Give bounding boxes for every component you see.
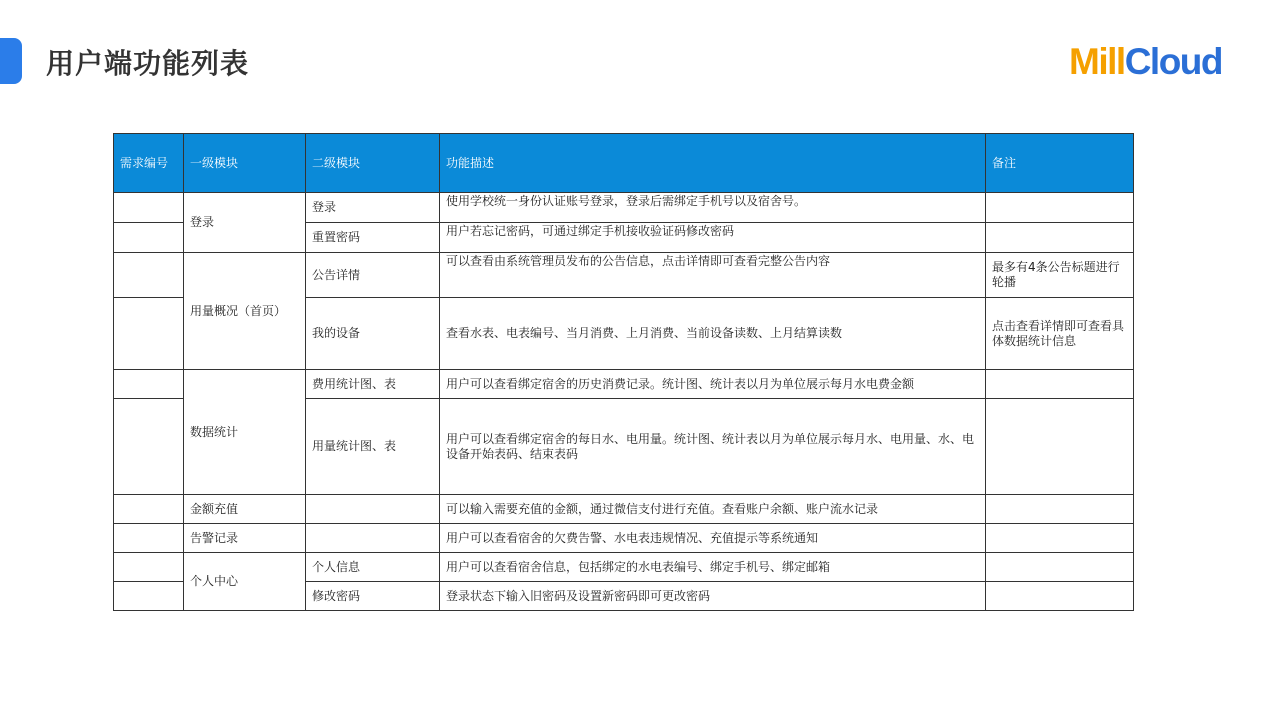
table-row	[114, 524, 1134, 553]
table-row	[114, 553, 1134, 582]
req-id-cell	[114, 524, 184, 553]
req-id-cell	[114, 582, 184, 611]
module1-cell: 登录	[184, 193, 306, 253]
table-row	[114, 253, 1134, 298]
description-cell: 用户可以查看绑定宿舍的每日水、电用量。统计图、统计表以月为单位展示每月水、电用量、水、电设备开始表码、结束表码	[440, 399, 986, 495]
module1-cell: 用量概况（首页）	[184, 253, 306, 370]
module2-cell: 我的设备	[306, 298, 440, 370]
note-cell	[986, 582, 1134, 611]
description-cell: 使用学校统一身份认证账号登录，登录后需绑定手机号以及宿舍号。	[440, 193, 986, 223]
req-id-cell	[114, 399, 184, 495]
description-cell: 用户可以查看宿舍的欠费告警、水电表违规情况、充值提示等系统通知	[440, 524, 986, 553]
req-id-cell	[114, 193, 184, 223]
module2-cell	[306, 495, 440, 524]
module2-cell: 用量统计图、表	[306, 399, 440, 495]
note-cell	[986, 370, 1134, 399]
description-cell: 用户可以查看宿舍信息，包括绑定的水电表编号、绑定手机号、绑定邮箱	[440, 553, 986, 582]
logo-cloud-text: Cloud	[1124, 41, 1222, 82]
requirements-table	[113, 133, 1134, 611]
header-description: 功能描述	[440, 134, 986, 193]
page-title: 用户端功能列表	[46, 47, 250, 80]
header-req-id: 需求编号	[114, 134, 184, 193]
module1-cell: 个人中心	[184, 553, 306, 611]
note-cell	[986, 193, 1134, 223]
module1-cell: 数据统计	[184, 370, 306, 495]
module2-cell: 公告详情	[306, 253, 440, 298]
description-cell: 用户若忘记密码，可通过绑定手机接收验证码修改密码	[440, 223, 986, 253]
description-cell: 可以查看由系统管理员发布的公告信息，点击详情即可查看完整公告内容	[440, 253, 986, 298]
module2-cell: 费用统计图、表	[306, 370, 440, 399]
millcloud-logo	[1069, 40, 1222, 84]
note-cell	[986, 223, 1134, 253]
description-cell: 可以输入需要充值的金额，通过微信支付进行充值。查看账户余额、账户流水记录	[440, 495, 986, 524]
table-row	[114, 193, 1134, 223]
req-id-cell	[114, 370, 184, 399]
req-id-cell	[114, 553, 184, 582]
description-cell: 用户可以查看绑定宿舍的历史消费记录。统计图、统计表以月为单位展示每月水电费金额	[440, 370, 986, 399]
req-id-cell	[114, 298, 184, 370]
req-id-cell	[114, 495, 184, 524]
table-row	[114, 370, 1134, 399]
description-cell: 登录状态下输入旧密码及设置新密码即可更改密码	[440, 582, 986, 611]
module1-cell: 金额充值	[184, 495, 306, 524]
table-header-row	[114, 134, 1134, 193]
module2-cell: 登录	[306, 193, 440, 223]
note-cell	[986, 495, 1134, 524]
note-cell: 点击查看详情即可查看具体数据统计信息	[986, 298, 1134, 370]
note-cell	[986, 399, 1134, 495]
note-cell	[986, 553, 1134, 582]
header-module2: 二级模块	[306, 134, 440, 193]
title-accent-bar	[0, 38, 22, 84]
module2-cell: 个人信息	[306, 553, 440, 582]
description-cell: 查看水表、电表编号、当月消费、上月消费、当前设备读数、上月结算读数	[440, 298, 986, 370]
module2-cell: 修改密码	[306, 582, 440, 611]
header-module1: 一级模块	[184, 134, 306, 193]
module2-cell	[306, 524, 440, 553]
header-note: 备注	[986, 134, 1134, 193]
req-id-cell	[114, 223, 184, 253]
logo-mill-text: Mill	[1069, 41, 1125, 82]
note-cell	[986, 524, 1134, 553]
table-row	[114, 495, 1134, 524]
note-cell: 最多有4条公告标题进行轮播	[986, 253, 1134, 298]
req-id-cell	[114, 253, 184, 298]
module1-cell: 告警记录	[184, 524, 306, 553]
module2-cell: 重置密码	[306, 223, 440, 253]
